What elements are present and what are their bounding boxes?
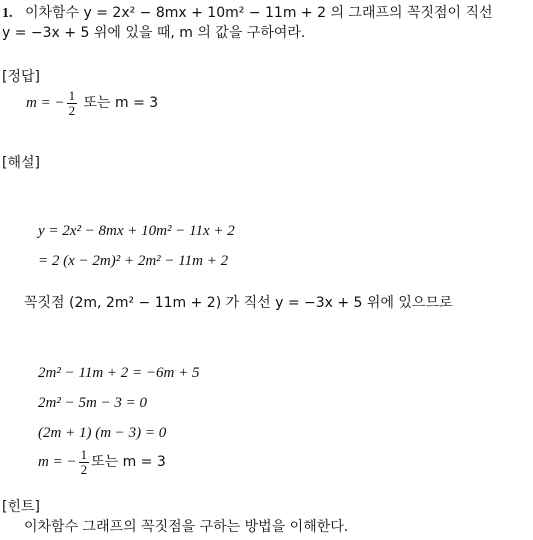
step-4-lhs: m = − (38, 454, 77, 470)
hint-heading: [힌트] (2, 499, 40, 515)
step-2: 2m² − 5m − 3 = 0 (38, 395, 148, 411)
answer-fraction (67, 89, 78, 118)
step-1: 2m² − 11m + 2 = −6m + 5 (38, 365, 200, 381)
step-4-rest: 또는 m = 3 (91, 454, 166, 470)
problem-line-1 (2, 4, 493, 23)
answer-lhs: m = − (26, 95, 65, 111)
equation-2: = 2 (x − 2m)² + 2m² − 11m + 2 (38, 253, 229, 269)
step-4-frac-num: 1 (80, 446, 88, 462)
problem-text-1: 이차함수 y = 2x² − 8mx + 10m² − 11m + 2 의 그래프의 꼭짓점이 직선 (24, 5, 493, 21)
answer-line (26, 88, 158, 118)
step-4 (38, 446, 166, 478)
step-4-frac-den: 2 (80, 461, 88, 477)
vertex-sentence: 꼭짓점 (2m, 2m² − 11m + 2) 가 직선 y = −3x + 5 위에 있으므로 (24, 295, 453, 311)
problem-number: 1. (2, 6, 13, 21)
explanation-heading: [해설] (2, 155, 40, 171)
hint-text: 이차함수 그래프의 꼭짓점을 구하는 방법을 이해한다. (24, 519, 349, 535)
answer-frac-den: 2 (68, 102, 76, 118)
problem-text-2: y = −3x + 5 위에 있을 때, m 의 값을 구하여라. (2, 25, 306, 41)
step-4-fraction (79, 448, 90, 477)
equation-1: y = 2x² − 8mx + 10m² − 11x + 2 (38, 223, 235, 239)
step-3: (2m + 1) (m − 3) = 0 (38, 425, 167, 441)
answer-rest: 또는 m = 3 (83, 95, 159, 111)
answer-heading: [정답] (2, 69, 40, 85)
answer-frac-num: 1 (68, 87, 76, 103)
